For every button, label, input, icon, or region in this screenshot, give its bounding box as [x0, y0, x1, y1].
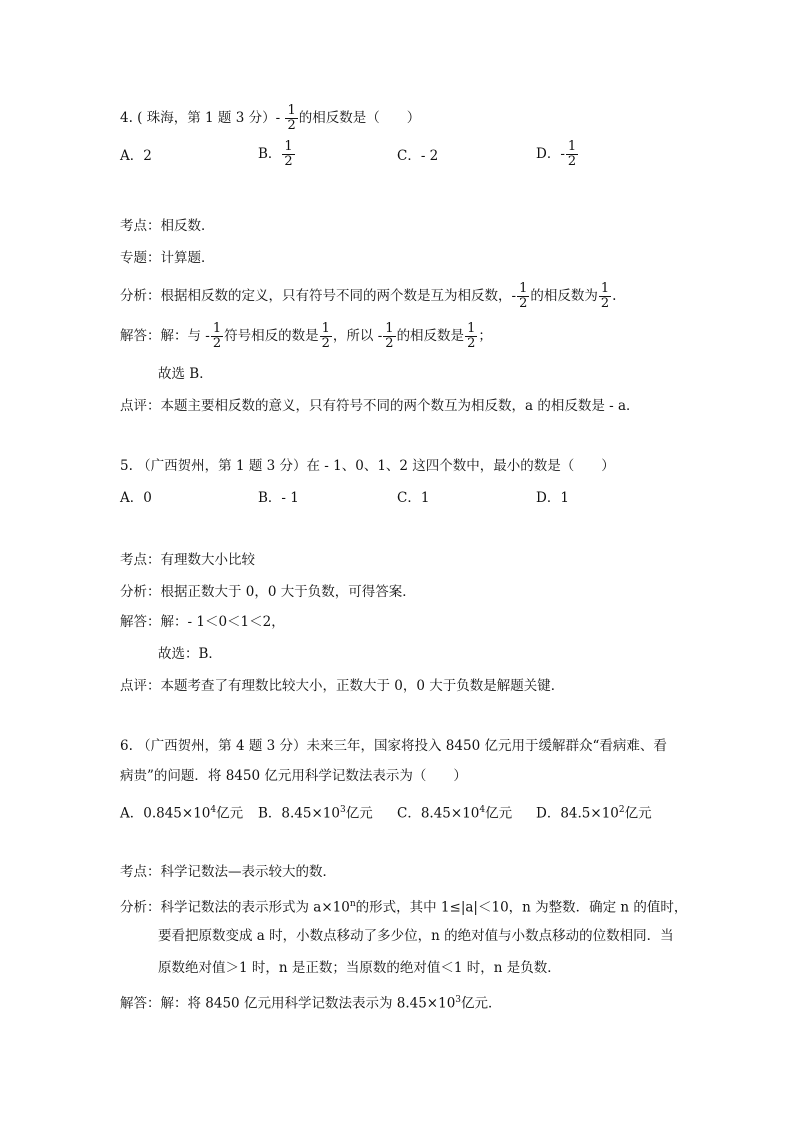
- q4-stem: [120, 104, 420, 133]
- q4-zhuanti: 专题：计算题．: [120, 250, 215, 266]
- q5-fenxi: 分析：根据正数大于 0，0 大于负数，可得答案．: [120, 584, 416, 600]
- q6-option-d: D．$84.5\times 10^2$亿元: [536, 805, 652, 822]
- q5-option-d: D．1: [536, 490, 569, 506]
- q4-dianping: 点评：本题主要相反数的意义，只有符号不同的两个数互为相反数，a 的相反数是 - a．: [120, 398, 640, 414]
- q5-option-a: A．0: [120, 490, 152, 506]
- q4-option-a: A．2: [120, 148, 152, 164]
- q4-option-b: B． $\frac{1}{2}$: [258, 139, 293, 169]
- q4-stem-tail: 的相反数是（ ）: [298, 110, 421, 126]
- q5-option-c: C．1: [397, 490, 430, 506]
- q4-option-d: D．- $\frac{1}{2}$: [536, 139, 577, 169]
- q6-fenxi-line3: 原数绝对值＞1 时，n 是正数；当原数的绝对值＜1 时，n 是负数．: [158, 960, 561, 976]
- q4-guxuan: 故选 B．: [158, 366, 213, 382]
- q5-jieda: 解答：解：- 1＜0＜1＜2，: [120, 614, 285, 630]
- q4-option-c: C．- 2: [397, 148, 439, 164]
- q6-fenxi-line1: 分析：科学记数法的表示形式为 $a\times 10^n$的形式，其中 1≤|a|＜10，n 为整数．确定 n 的值时，: [120, 899, 688, 916]
- q6-fenxi-line2: 要看把原数变成 a 时，小数点移动了多少位，n 的绝对值与小数点移动的位数相同．当: [158, 928, 674, 944]
- q5-guxuan: 故选：B．: [158, 646, 222, 662]
- q4-kaodian: 考点：相反数．: [120, 218, 215, 234]
- q6-option-c: C．$8.45\times 10^4$亿元: [397, 805, 513, 822]
- q6-stem-line2: 病贵”的问题．将 8450 亿元用科学记数法表示为（ ）: [120, 768, 467, 784]
- q6-kaodian: 考点：科学记数法—表示较大的数．: [120, 864, 336, 880]
- q5-stem: 5. （广西贺州，第 1 题 3 分）在 - 1、0、1、2 这四个数中，最小的数是（ ）: [120, 458, 615, 474]
- q5-dianping: 点评：本题考查了有理数比较大小，正数大于 0，0 大于负数是解题关键．: [120, 678, 565, 694]
- q4-stem-text: 4. ( 珠海，第 1 题 3 分）-: [120, 110, 281, 126]
- q6-stem-line1: 6. （广西贺州，第 4 题 3 分）未来三年，国家将投入 8450 亿元用于缓解群众“看病难、看: [120, 738, 667, 754]
- q6-jieda: 解答：解：将 8450 亿元用科学记数法表示为 $8.45\times 10^3$亿元．: [120, 995, 502, 1012]
- q5-option-b: B．- 1: [258, 490, 299, 506]
- q4-stem-fraction: $\frac{1}{2}$: [287, 103, 296, 133]
- q4-jieda: 解答：解：与 - $\frac{1}{2}$ 符号相反的数是 $\frac{1}{2}$ ，所以 - $\frac{1}{2}$ 的相反数是 $\frac{1}{2}$ ；: [120, 321, 492, 351]
- q6-option-a: A．$0.845\times 10^4$亿元: [120, 805, 244, 822]
- q6-option-b: B．$8.45\times 10^3$亿元: [258, 805, 373, 822]
- q4-fenxi: 分析：根据相反数的定义，只有符号不同的两个数是互为相反数，- $\frac{1}{2}$ 的相反数为 $\frac{1}{2}$ .: [120, 281, 617, 311]
- q5-kaodian: 考点：有理数大小比较: [120, 552, 255, 568]
